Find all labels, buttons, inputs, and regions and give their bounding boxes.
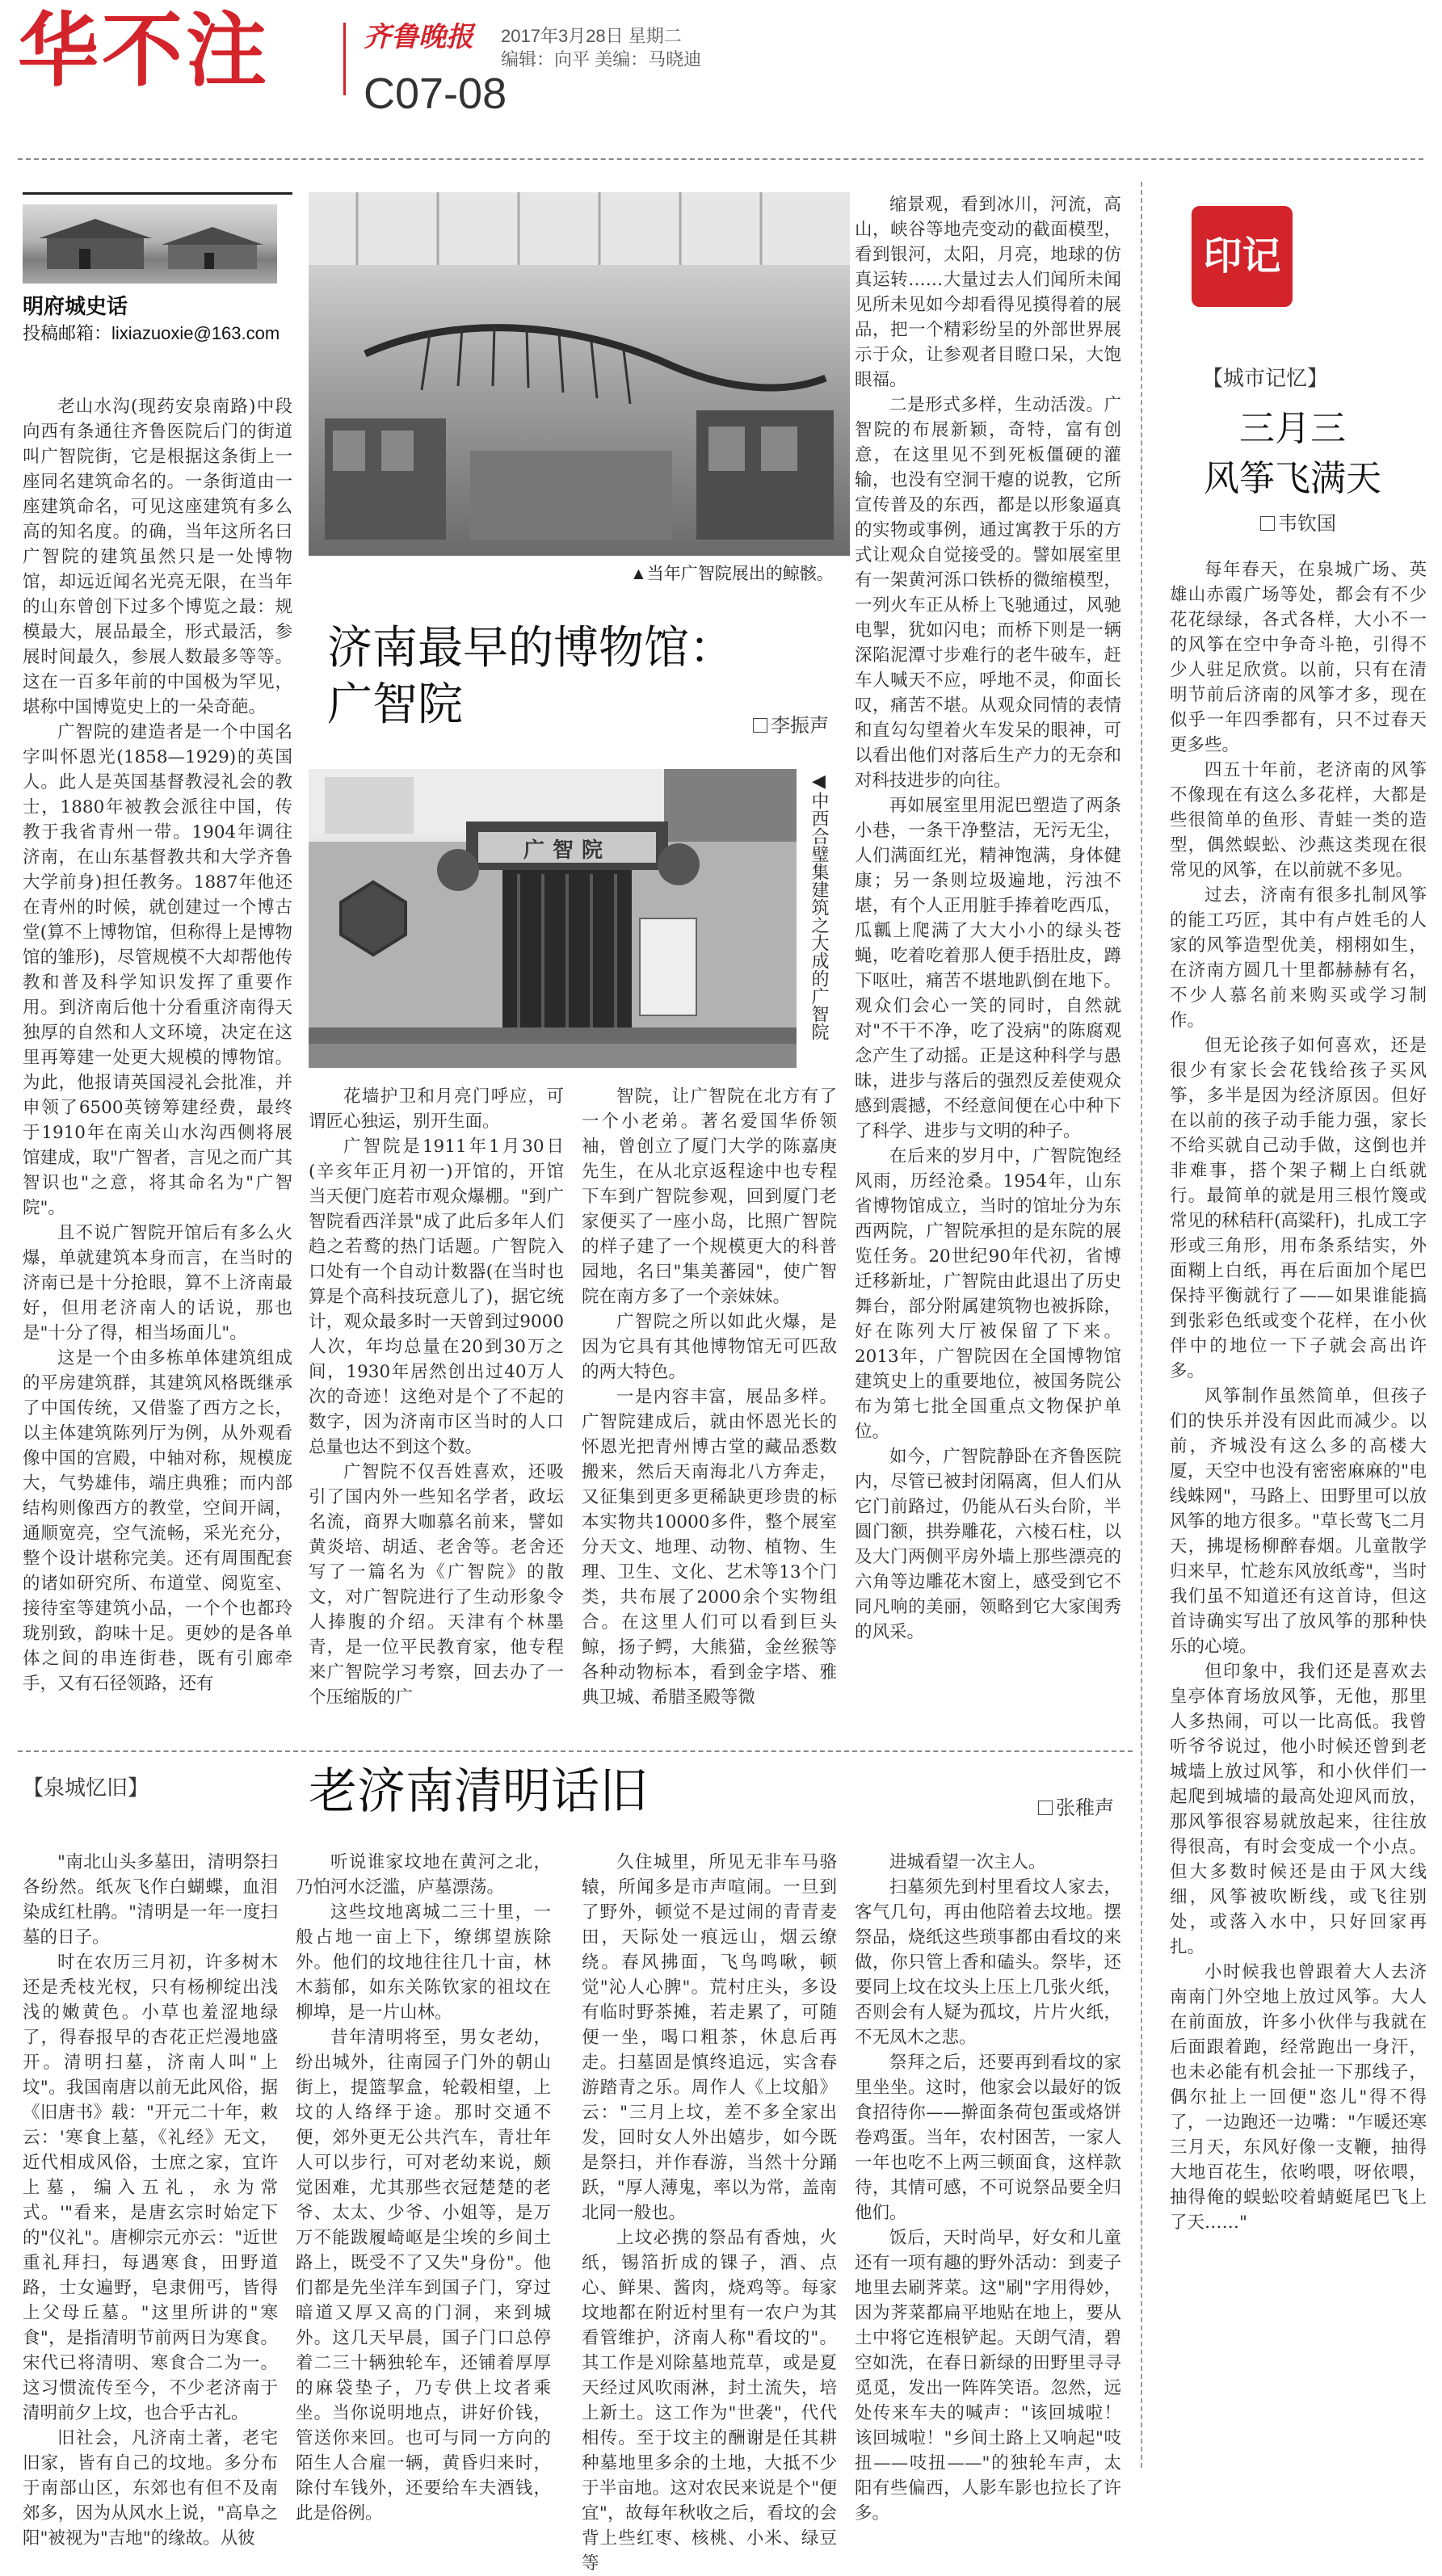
article2-column-4 bbox=[855, 1850, 1121, 2523]
caption-arrow-icon: ◀ bbox=[809, 771, 830, 792]
newspaper-logo: 齐鲁晚报 bbox=[364, 21, 473, 53]
column-box-name: 明府城史话 bbox=[23, 294, 128, 318]
paragraph: 过去，济南有很多扎制风筝的能工巧匠，其中有卢姓毛的人家的风筝造型优美，栩栩如生，在济南方圆几十里都赫赫有名，不少人慕名前来购买或学习制作。 bbox=[1170, 885, 1427, 1031]
column-divider bbox=[1141, 182, 1142, 2468]
header-rule bbox=[18, 158, 1423, 160]
article1-column-4 bbox=[855, 192, 1121, 1735]
caption-arrow-icon: ▲ bbox=[630, 565, 647, 583]
paragraph: 每年春天，在泉城广场、英雄山赤霞广场等处，都会有不少花花绿绿，各式各样，大小不一的风筝在空中争奇斗艳，引得不少人驻足欣赏。以前，只有在清明节前后济南的风筝才多，现在似乎一年四季都有，只不过春天更多些。 bbox=[1170, 560, 1427, 755]
section-title: 华不注 bbox=[18, 3, 270, 98]
article1-column-3 bbox=[582, 1084, 837, 1735]
paragraph: 进城看望一次主人。 bbox=[889, 1852, 1046, 1872]
issue-date: 2017年3月28日 星期二 bbox=[501, 26, 682, 46]
photo1-caption-text: 当年广智院展出的鲸骸。 bbox=[646, 565, 834, 583]
paragraph: 但印象中，我们还是喜欢去皇亭体育场放风筝，无他，那里人多热闹，可以一比高低。我曾听爷爷说过，他小时候还曾到老城墙上放过风筝，和小伙伴们一起爬到城墙的最高处迎风而放，那风筝很容易就放起来，往往放得很高，有时会变成一个小点。但大多数时候还是由于风大线细，风筝被吹断线，或飞往别处，或落入水中，只好回家再扎。 bbox=[1170, 1662, 1427, 1957]
paragraph: 风筝制作虽然简单，但孩子们的快乐并没有因此而减少。以前，齐城没有这么多的高楼大厦，天空中也没有密密麻麻的"电线蛛网"，马路上、田野里可以放风筝的地方很多。"草长莺飞二月天，拂堤杨柳醉春烟。儿童散学归来早，忙趁东风放纸鸢"，当时我们虽不知道还有这首诗，但这首诗确实写出了放风筝的那种快乐的心境。 bbox=[1170, 1386, 1427, 1657]
article2-column-2 bbox=[296, 1850, 551, 2523]
page-number: C07-08 bbox=[364, 69, 507, 118]
article1-headline-line2: 广智院 bbox=[327, 679, 463, 731]
article2-column-3 bbox=[582, 1850, 837, 2574]
column-box bbox=[23, 192, 292, 364]
paragraph: 一是内容丰富，展品多样。广智院建成后，就由怀恩光长的怀恩光把青州博古堂的藏品悉数搬来，然后天南海北八方奔走，又征集到更多更稀缺更珍贵的标本实物共10000多件，整个展室分天文、地理、动物、植物、生理、卫生、文化、艺术等13个门类，共布展了2000余个实物组合。在这里人们可以看到巨头鲸，扬子鳄，大熊猫，金丝猴等各种动物标本，看到金字塔、雅典卫城、希腊圣殿等微 bbox=[582, 1387, 837, 1708]
editors: 编辑：向平 美编：马晓迪 bbox=[501, 49, 702, 69]
whale-skeleton-photo bbox=[309, 192, 850, 556]
article1-author: 李振声 bbox=[771, 715, 829, 737]
paragraph: 广智院之所以如此火爆，是因为它具有其他博物馆无可匹敌的两大特色。 bbox=[582, 1312, 837, 1382]
paragraph: 时在农历三月初，许多树木还是秃枝光杈，只有杨柳绽出浅浅的嫩黄色。小草也羞涩地绿了，得春报早的杏花正烂漫地盛开。清明扫墓，济南人叫"上坟"。我国南唐以前无此风俗，据《旧唐书》载："开元二十年，敕云：'寒食上墓，《礼经》无文，近代相成风俗，士庶之家，宜许上墓，编入五礼，永为常式。'"看来，是唐玄宗时始定下的"仪礼"。唐柳宗元亦云："近世重礼拜扫，每遇寒食，田野道路，士女遍野，皂隶佣丐，皆得上父母丘墓。"这里所讲的"寒食"，是指清明节前两日为寒食。宋代已将清明、寒食合二为一。这习惯流传至今，不少老济南于清明前夕上坟，也合乎古礼。 bbox=[23, 1952, 278, 2423]
paragraph: 在后来的岁月中，广智院饱经风雨，历经沧桑。1954年，山东省博物馆成立，当时的馆址分为东西两院，广智院承担的是东院的展览任务。20世纪90年代初，省博迁移新址，广智院由此退出了历史舞台，部分附属建筑物也被拆除，好在陈列大厅被保留了下来。2013年，广智院因在全国博物馆建筑史上的重要地位，被国务院公布为第七批全国重点文物保护单位。 bbox=[855, 1146, 1121, 1442]
paragraph: 广智院的建造者是一个中国名字叫怀恩光(1858—1929)的英国人。此人是英国基督教浸礼会的教士，1880年被教会派往中国，传教于我省青州一带。1904年调往济南，在山东基督教共和大学齐鲁大学前身)担任教务。1887年他还在青州的时候，就创建过一个博古堂(算不上博物馆，但称得上是博物馆的雏形)，尽管规模不大却帮他传教和普及科学知识发挥了重要作用。到济南后他十分看重济南得天独厚的自然和人文环境，决定在这里再筹建一处更大规模的博物馆。为此，他报请英国浸礼会批准，并申领了6500英镑筹建经费，最终于1910年在南关山水沟西侧将展馆建成，取"广智者，言见之而广其智识也"之意，将其命名为"广智院"。 bbox=[23, 722, 292, 1218]
article2-headline: 老济南清明话旧 bbox=[309, 1763, 648, 1820]
article3-headline-line1: 三月三 bbox=[1239, 408, 1346, 449]
paragraph: 久住城里，所见无非车马骆辕，所闻多是市声喧闹。一旦到了野外，顿觉不是过闹的青青麦田，天际处一痕远山，烟云缭绕。春风拂面，飞鸟鸣啾，顿觉"沁人心脾"。荒村庄头，多设有临时野茶摊，若走累了，可随便一坐，喝口粗茶，休息后再走。扫墓固是慎终追远，实含春游踏青之乐。周作人《上坟船》云："三月上坟，差不多全家出发，回时女人外出嬉步，如今既是祭扫，并作春游，当然十分踊跃，"厚人薄鬼，率以为常，盖南北同一般也。 bbox=[582, 1852, 837, 2223]
article3-headline-line2: 风筝飞满天 bbox=[1204, 458, 1381, 499]
paragraph: 这些坟地离城二三十里，一般占地一亩上下，缭绑望族除外。他们的坟地往往几十亩，林木蓊郁，如东关陈钦家的祖坟在柳埠，是一片山林。 bbox=[296, 1902, 551, 2023]
paragraph: 花墙护卫和月亮门呼应，可谓匠心独运，别开生面。 bbox=[309, 1086, 564, 1132]
article1-column-1 bbox=[23, 394, 292, 1735]
building-icon bbox=[23, 204, 277, 284]
paragraph: 小时候我也曾跟着大人去济南南门外空地上放过风筝。大人在前面放，许多小伙伴与我就在后面跟着跑，经常跑出一身汗，也未必能有机会扯一下那线子，偶尔扯上一回便"恣儿"得不得了，一边跑还一边嘴："乍暖还寒三月天，东风好像一支鞭，抽得大地百花生，依哟喂，呀依喂，抽得俺的蜈蚣咬着蜻蜓尾巴飞上了天……" bbox=[1170, 1962, 1427, 2233]
paragraph: 祭拜之后，还要再到看坟的家里坐坐。这时，他家会以最好的饭食招待你——擀面条荷包蛋或烙饼卷鸡蛋。当年，农村困苦，一家人一年也吃不上两三顿面食，这样款待，其情可感，不可说祭品要全归他们。 bbox=[855, 2053, 1121, 2223]
stamp-logo bbox=[1192, 206, 1293, 307]
photo2-caption bbox=[808, 771, 830, 1040]
photo2-caption-text: 中西合璧集建筑之大成的广智院 bbox=[809, 792, 830, 1040]
article3-body bbox=[1170, 557, 1427, 2468]
paragraph: 且不说广智院开馆后有多么火爆，单就建筑本身而言，在当时的济南已是十分抢眼，算不上济南最好，但用老济南人的话说，那也是"十分了得，相当场面儿"。 bbox=[23, 1223, 292, 1343]
column-box-photo bbox=[23, 204, 277, 284]
paragraph: 再如展室里用泥巴塑造了两条小巷，一条干净整洁，无污无尘，人们满面红光，精神饱满，身体健康；另一条则垃圾遍地，污浊不堪，有个人正用脏手捧着吃西瓜，瓜瓤上爬满了大大小小的绿头苍蝇，吃着吃着那人便手捂肚皮，蹲下呕吐，痛苦不堪地趴倒在地下。观众们会心一笑的同时，自然就对"不干不净，吃了没病"的陈腐观念产生了动摇。正是这种科学与愚昧，进步与落后的强烈反差使观众感到震撼，不经意间便在心中种下了科学、进步与文明的种子。 bbox=[855, 796, 1121, 1141]
column-box-email: 投稿邮箱：lixiazuoxie@163.com bbox=[23, 323, 280, 343]
whale-skeleton-icon bbox=[309, 192, 850, 556]
stamp-text: 印记 bbox=[1203, 233, 1281, 279]
article2-tag: 【泉城忆旧】 bbox=[23, 1775, 149, 1800]
paragraph: 广智院不仅吾姓喜欢，还吸引了国内外一些知名学者，政坛名流，商界大咖慕名前来，譬如黄炎培、胡适、老舍等。老舍还写了一篇名为《广智院》的散文，对广智院进行了生动形象令人捧腹的介绍。天津有个林墨青，是一位平民教育家，他专程来广智院学习考察，回去办了一个压缩版的广 bbox=[309, 1462, 564, 1708]
byline-box-icon bbox=[1260, 516, 1275, 531]
paragraph: 上坟必携的祭品有香烛，火纸，锡箔折成的锞子，酒、点心、鲜果、酱肉，烧鸡等。每家坟地都在附近村里有一农户为其看管维护，济南人称"看坟的"。其工作是刈除墓地荒草，或是夏天经过风吹雨淋，封土流失，培上新土。这工作为"世袭"，代代相传。至于坟主的酬谢是任其耕种墓地里多余的土地，大抵不少于半亩地。这对农民来说是个"便宜"，故每年秋收之后，看坟的会背上些红枣、核桃、小米、绿豆等 bbox=[582, 2228, 837, 2574]
gate-photo bbox=[309, 769, 797, 1068]
paragraph: 饭后，天时尚早，好女和儿童还有一项有趣的野外活动：到麦子地里去刷荠菜。这"刷"字用得妙，因为荠菜都扁平地贴在地上，要从土中将它连根铲起。天朗气清，碧空如洗，在春日新绿的田野里寻寻觅觅，发出一阵阵笑语。忽然，远处传来车夫的喊声："该回城啦！该回城啦！"乡间土路上又响起"吱扭——吱扭——"的独轮车声，太阳有些偏西，人影车影也拉长了许多。 bbox=[855, 2228, 1121, 2523]
paragraph: 旧社会，凡济南土著，老宅旧家，皆有自己的坟地。多分布于南部山区，东郊也有但不及南郊多，因为从风水上说，"高阜之阳"被视为"吉地"的缘故。从彼 bbox=[23, 2428, 278, 2549]
article1-headline-line1: 济南最早的博物馆： bbox=[327, 622, 734, 674]
paragraph: 这是一个由多栋单体建筑组成的平房建筑群，其建筑风格既继承了中国传统，又借鉴了西方之长，以主体建筑陈列厅为例，从外观看像中国的宫殿，中轴对称，规模庞大，气势雄伟，端庄典雅；而内部结构则像西方的教堂，空间开阔，通顺宽亮，空气流畅，采光充分，整个设计堪称完美。还有周围配套的诸如研究所、布道堂、阅览室、接待室等建筑小品，一个个也都玲珑别致，韵味十足。更妙的是各单体之间的串连街巷，既有引廊牵手，又有石径领路，还有 bbox=[23, 1348, 292, 1694]
article2-author: 张稚声 bbox=[1056, 1797, 1114, 1819]
paragraph: 广智院是1911年1月30日(辛亥年正月初一)开馆的，开馆当天便门庭若市观众爆棚。"到广智院看西洋景"成了此后多年人们趋之若鹜的热门话题。广智院入口处有一个自动计数器(在当时也算是个高科技玩意儿了)，据它统计，观众最多时一天曾到过9000人次，年均总量在20到30万之间，1930年居然创出过40万人次的奇迹！这绝对是个了不起的数字，因为济南市区当时的人口总量也达不到这个数。 bbox=[309, 1137, 564, 1457]
byline-box-icon bbox=[753, 718, 767, 733]
paragraph: 但无论孩子如何喜欢，还是很少有家长会花钱给孩子买风筝，多半是因为经济原因。但好在以前的孩子动手能力强，家长不给买就自己动手做，这倒也并非难事，搭个架子糊上白纸就行。最简单的就是用三根竹篾或常见的秫秸秆(高粱秆)，扎成工字形或三角形，用布条系结实，外面糊上白纸，再在后面加个尾巴保持平衡就行了——如果谁能搞到张彩色纸或变个花样，在小伙伴中的地位一下子就会高出许多。 bbox=[1170, 1036, 1427, 1381]
gate-sign: 广智院 bbox=[523, 838, 611, 863]
paragraph: 如今，广智院静卧在齐鲁医院内，尽管已被封闭隔离，但人们从它门前路过，仍能从石头台阶，半圆门额，拱券雕花，六棱石柱，以及大门两侧平房外墙上那些漂亮的六角等边雕花木窗上，感受到它不同凡响的美丽，领略到它大家闺秀的风采。 bbox=[855, 1447, 1121, 1642]
paragraph: "南北山头多墓田，清明祭扫各纷然。纸灰飞作白蝴蝶，血泪染成红杜鹃。"清明是一年一度扫墓的日子。 bbox=[23, 1852, 278, 1948]
article1-byline bbox=[753, 709, 829, 738]
article2-byline bbox=[1038, 1792, 1114, 1820]
byline-box-icon bbox=[1038, 1801, 1053, 1815]
paragraph: 老山水沟(现药安泉南路)中段向西有条通往齐鲁医院后门的街道叫广智院街，它是根据这条街上一座同名建筑命名的。一条街道由一座建筑命名，可见这座建筑有多么高的知名度。的确，当年这所名曰广智院的建筑虽然只是一处博物馆，却远近闻名光亮无限，在当年的山东曾创下过多个博览之最：规模最大，展品最全，形式最活，参展时间最久，参展人数最多等等。这在一百多年前的中国极为罕见，堪称中国博览史上的一朵奇葩。 bbox=[23, 397, 292, 717]
article3-tag: 【城市记忆】 bbox=[1202, 366, 1329, 390]
paragraph: 缩景观，看到冰川，河流，高山，峡谷等地壳变动的截面模型，看到银河，太阳，月亮，地球的仿真运转……大量过去人们闻所未闻见所未见如今却看得见摸得着的展品，把一个精彩纷呈的外部世界展示于众，让参观者目瞪口呆，大饱眼福。 bbox=[855, 195, 1121, 390]
article1-headline bbox=[327, 620, 734, 733]
paragraph: 听说谁家坟地在黄河之北，乃怕河水泛滥，庐墓漂荡。 bbox=[296, 1852, 551, 1897]
article2-column-1 bbox=[23, 1850, 278, 2549]
article3-headline bbox=[1163, 404, 1422, 504]
paragraph: 昔年清明将至，男女老幼，纷出城外，往南园子门外的朝山街上，提篮挈盒，轮毂相望，上坟的人络绎于途。那时交通不便，郊外更无公共汽车，青壮年人可以步行，可对老幼来说，颇觉困难，尤其那些衣冠楚楚的老爷、太太、少爷、小姐等，是万万不能跋履崎岖是尘埃的乡间土路上，既受不了又失"身份"。他们都是先坐洋车到国子门，穿过暗道又厚又高的门洞，来到城外。这几天早晨，国子门口总停着二三十辆独轮车，还铺着厚厚的麻袋垫子，乃专供上坟者乘坐。当你说明地点，讲好价钱，管送你来回。也可与同一方向的陌生人合雇一辆，黄昏归来时，除付车钱外，还要给车夫酒钱，此是俗例。 bbox=[296, 2028, 551, 2523]
paragraph: 扫墓须先到村里看坟人家去，客气几句，再由他陪着去坟地。摆祭品，烧纸这些琐事都由看坟的来做，你只管上香和磕头。祭毕，还要同上坟在坟头上压上几张火纸，否则会有人疑为孤坟，片片火纸，不无凤木之悲。 bbox=[855, 1877, 1121, 2048]
paragraph: 智院，让广智院在北方有了一个小老弟。著名爱国华侨领袖，曾创立了厦门大学的陈嘉庚先生，在从北京返程途中也专程下车到广智院参观，回到厦门老家便买了一座小岛，比照广智院的样子建了一个规模更大的科普园地，名曰"集美蕃园"，使广智院在南方多了一个亲妹妹。 bbox=[582, 1086, 837, 1307]
article3-byline bbox=[1260, 507, 1336, 536]
photo1-caption bbox=[630, 561, 834, 585]
gate-illustration bbox=[309, 769, 797, 1068]
article1-column-2 bbox=[309, 1084, 564, 1735]
section-rule bbox=[18, 1750, 1133, 1752]
paragraph: 二是形式多样，生动活泼。广智院的布展新颖，奇特，富有创意，在这里见不到死板僵硬的灌输，也没有空洞干瘪的说教，它所宣传普及的东西，都是以形象逼真的实物或事例，通过寓教于乐的方式让观众自觉接受的。譬如展室里有一架黄河泺口铁桥的微缩模型，一列火车正从桥上飞驰通过，风驰电掣，犹如闪电；而桥下则是一辆深陷泥潭寸步难行的老牛破车，赶车人喊天不应，呼地不灵，仰面长叹，痛苦不堪。从观众同情的表情和直勾勾望着火车发呆的眼神，可以看出他们对落后生产力的无奈和对科技进步的向往。 bbox=[855, 395, 1121, 791]
paragraph: 四五十年前，老济南的风筝不像现在有这么多花样，大都是些很简单的鱼形、青蛙一类的造型，偶然蜈蚣、沙燕这类现在很常见的风筝，在以前就不多见。 bbox=[1170, 760, 1427, 880]
article3-author: 韦钦国 bbox=[1278, 513, 1336, 535]
header-divider bbox=[343, 23, 346, 95]
